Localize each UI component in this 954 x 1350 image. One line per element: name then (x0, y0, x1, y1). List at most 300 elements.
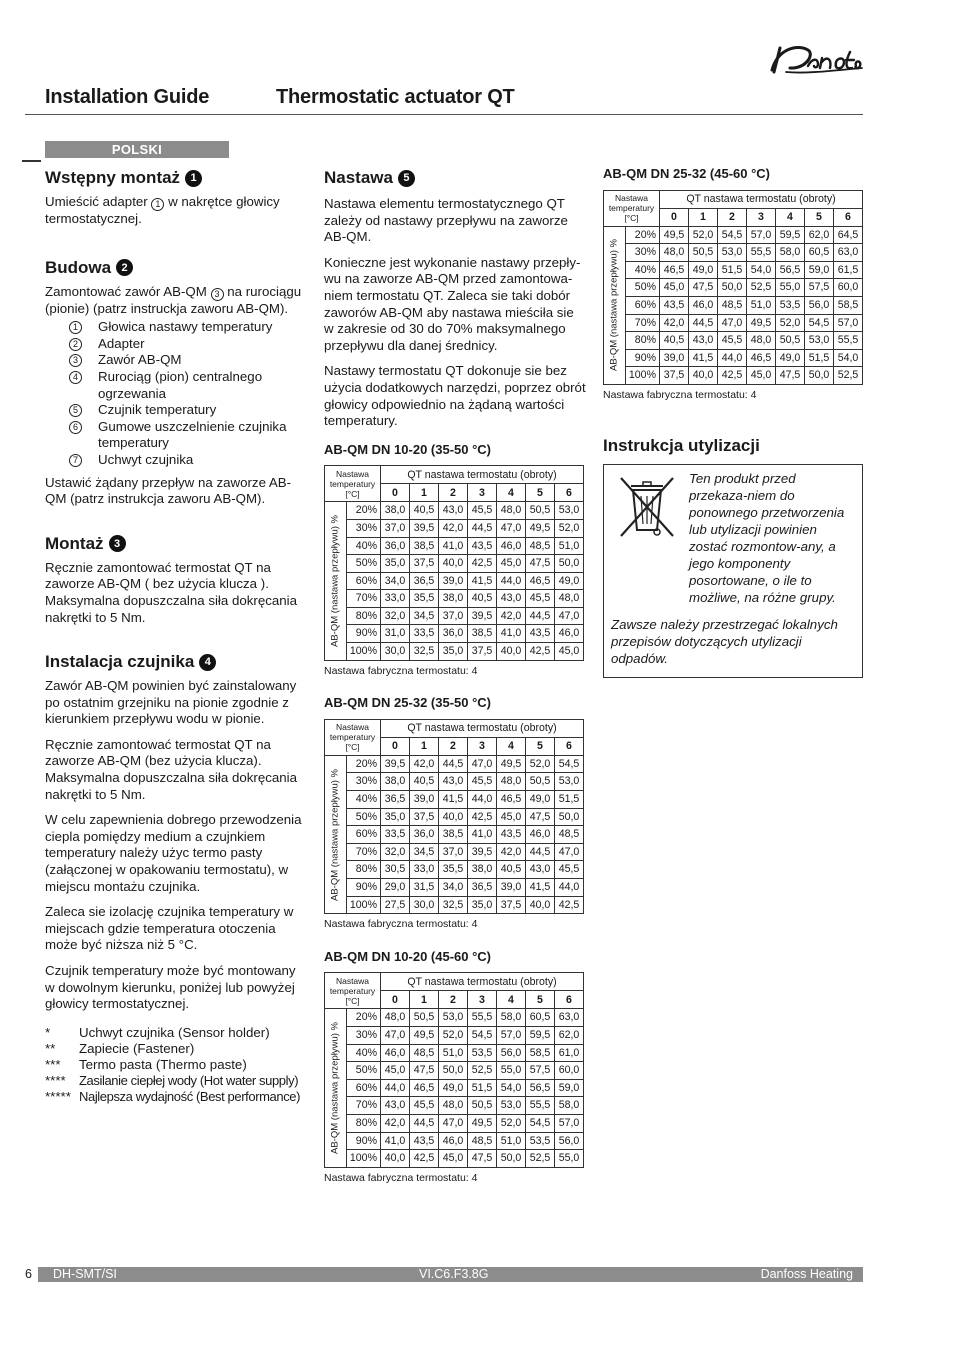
table-cell: 54,0 (747, 261, 776, 279)
section-title: Montaż 3 (45, 534, 307, 554)
table-column-header: 0 (660, 208, 689, 226)
table-cell: 46,5 (497, 791, 526, 809)
table-cell: 42,5 (468, 555, 497, 573)
table-cell: 36,5 (468, 879, 497, 897)
table-cell: 52,5 (834, 367, 863, 385)
table-cell: 50,0 (805, 367, 834, 385)
table-side-label: AB-QM (nastawa przepływu) % (329, 1022, 341, 1155)
table-cell: 53,0 (805, 332, 834, 350)
footnote-mark: **** (45, 1072, 66, 1088)
table-column-header: 4 (497, 484, 526, 502)
table-column-header: 1 (689, 208, 718, 226)
table-row-header: 50% (347, 808, 381, 826)
table-column-header: 4 (497, 991, 526, 1009)
table-cell: 42,5 (468, 808, 497, 826)
table-cell: 36,5 (381, 791, 410, 809)
table-cell: 38,0 (381, 502, 410, 520)
table-column-group-header: QT nastawa termostatu (obroty) (660, 190, 863, 208)
table-cell: 46,5 (410, 1079, 439, 1097)
table-row-header: 20% (347, 502, 381, 520)
section-text: Ustawić żądany przepływ na zaworze AB-QM (patrz instrukcja zaworu AB-QM). (45, 474, 292, 507)
table-row-header: 70% (347, 1097, 381, 1115)
table-cell: 45,0 (381, 1062, 410, 1080)
table-row (325, 1132, 584, 1150)
disposal-text-secondary: Zawsze należy przestrzegać lokalnych przepisów dotyczących utylizacji odpadów. (611, 616, 838, 666)
table-cell: 53,0 (497, 1097, 526, 1115)
table-column-header: 4 (497, 737, 526, 755)
table-row (325, 843, 584, 861)
table-cell: 59,5 (776, 226, 805, 244)
table-cell: 46,0 (381, 1044, 410, 1062)
table-cell: 48,0 (381, 1009, 410, 1027)
table-cell: 50,5 (776, 332, 805, 350)
table-cell: 53,0 (718, 244, 747, 262)
table-row-header: 90% (347, 1132, 381, 1150)
table-cell: 41,5 (526, 879, 555, 897)
table-cell: 31,5 (410, 879, 439, 897)
part-label: Uchwyt czujnika (98, 451, 194, 467)
table-row-header: 40% (626, 261, 660, 279)
table-cell: 48,0 (439, 1097, 468, 1115)
table-cell: 46,0 (689, 296, 718, 314)
table-row-header: 90% (347, 879, 381, 897)
table-cell: 42,0 (439, 519, 468, 537)
step-badge: 1 (185, 170, 202, 187)
table-cell: 41,0 (381, 1132, 410, 1150)
table-cell: 33,5 (410, 625, 439, 643)
table-cell: 52,5 (526, 1150, 555, 1168)
table-row (604, 367, 863, 385)
parts-list-item (45, 402, 307, 419)
setting-table-wrapper (603, 190, 863, 385)
table-row-header: 80% (347, 1114, 381, 1132)
table-cell: 44,0 (718, 349, 747, 367)
table-cell: 47,5 (526, 808, 555, 826)
table-cell: 51,5 (718, 261, 747, 279)
part-number-circle: 5 (69, 404, 82, 417)
table-cell: 52,0 (555, 519, 584, 537)
table-row (604, 226, 863, 244)
table-column-header: 3 (747, 208, 776, 226)
table-cell: 41,5 (468, 572, 497, 590)
table-cell: 39,0 (410, 791, 439, 809)
table-cell: 47,0 (468, 755, 497, 773)
column-left (45, 168, 307, 1105)
table-cell: 43,0 (381, 1097, 410, 1115)
part-label: Zawór AB-QM (98, 352, 182, 368)
table-row (325, 896, 584, 914)
table-cell: 52,0 (526, 755, 555, 773)
table-cell: 41,0 (468, 826, 497, 844)
table-cell: 40,0 (497, 643, 526, 661)
table-row (325, 861, 584, 879)
section-title: Instrukcja utylizacji (603, 435, 760, 455)
table-cell: 51,0 (497, 1132, 526, 1150)
disposal-text: Ten produkt przed przekaza-niem do ponownego przetworzenia lub utylizacji powinien zostać rozmontow-any, a jego komponenty posortowane, o ile to możliwe, na różne grupy. (689, 470, 845, 605)
table-cell: 50,5 (689, 244, 718, 262)
table-cell: 54,5 (805, 314, 834, 332)
page-number: 6 (25, 1267, 38, 1282)
table-cell: 46,0 (526, 826, 555, 844)
danfoss-logo (768, 40, 866, 76)
table-cell: 58,0 (776, 244, 805, 262)
table-corner-label: Nastawa temperatury [°C] (325, 973, 381, 1009)
page-footer (25, 1267, 863, 1282)
table-cell: 53,0 (555, 773, 584, 791)
section-mounting (45, 534, 307, 626)
table-cell: 34,0 (439, 879, 468, 897)
table-cell: 48,5 (555, 826, 584, 844)
table-row-header: 100% (347, 1150, 381, 1168)
table-cell: 48,5 (526, 537, 555, 555)
table-cell: 50,5 (468, 1097, 497, 1115)
table-cell: 58,0 (555, 1097, 584, 1115)
document-id: DH-SMT/SI (53, 1267, 117, 1281)
table-row-header: 50% (347, 1062, 381, 1080)
setting-table (324, 972, 584, 1167)
table-row-header: 20% (626, 226, 660, 244)
table-corner-label: Nastawa temperatury [°C] (604, 190, 660, 226)
table-cell: 42,5 (555, 896, 584, 914)
table-cell: 57,0 (747, 226, 776, 244)
table-row-group-header (325, 502, 347, 660)
table-cell: 41,5 (689, 349, 718, 367)
table-cell: 63,0 (555, 1009, 584, 1027)
table-cell: 62,0 (555, 1026, 584, 1044)
table-column-header: 5 (526, 484, 555, 502)
table-column-header: 2 (439, 991, 468, 1009)
table-cell: 50,0 (439, 1062, 468, 1080)
table-row (604, 279, 863, 297)
table-row-group-header (604, 226, 626, 384)
table-cell: 60,5 (805, 244, 834, 262)
table-cell: 39,5 (468, 843, 497, 861)
table-cell: 33,0 (381, 590, 410, 608)
setting-table (324, 719, 584, 914)
table-cell: 58,5 (526, 1044, 555, 1062)
table-cell: 36,5 (410, 572, 439, 590)
table-cell: 48,5 (718, 296, 747, 314)
table-cell: 44,0 (468, 791, 497, 809)
table-row (325, 773, 584, 791)
column-middle (324, 168, 586, 1186)
table-cell: 47,5 (776, 367, 805, 385)
table-column-header: 1 (410, 484, 439, 502)
part-number-circle: 4 (69, 371, 82, 384)
table-cell: 39,0 (439, 572, 468, 590)
footnote (45, 1089, 307, 1105)
table-cell: 45,0 (555, 643, 584, 661)
table-cell: 45,5 (468, 773, 497, 791)
footnote (45, 1041, 307, 1057)
table-side-label: AB-QM (nastawa przepływu) % (329, 514, 341, 647)
table-row (325, 1097, 584, 1115)
table-cell: 60,0 (834, 279, 863, 297)
section-text: Nastawa elementu termostatycznego QT zależy od nastawy przepływu na zaworze AB-QM. (324, 196, 568, 245)
part-number-circle: 6 (69, 421, 82, 434)
table-cell: 48,0 (497, 502, 526, 520)
table-cell: 58,0 (497, 1009, 526, 1027)
table-row-header: 70% (626, 314, 660, 332)
table-column-header: 0 (381, 991, 410, 1009)
table-cell: 47,0 (439, 1114, 468, 1132)
table-cell: 50,5 (526, 773, 555, 791)
table-row-header: 60% (626, 296, 660, 314)
table-cell: 37,5 (468, 643, 497, 661)
table-cell: 54,0 (834, 349, 863, 367)
footnote-mark: ***** (45, 1088, 71, 1104)
table-row (325, 1009, 584, 1027)
footnote-text: Uchwyt czujnika (Sensor holder) (79, 1024, 270, 1040)
step-badge: 5 (398, 170, 415, 187)
table-cell: 45,0 (660, 279, 689, 297)
table-cell: 54,0 (497, 1079, 526, 1097)
header-title: Installation Guide (45, 86, 210, 108)
footnote (45, 1073, 307, 1089)
table-cell: 42,0 (497, 843, 526, 861)
table-row-header: 80% (347, 861, 381, 879)
table-cell: 56,5 (776, 261, 805, 279)
table-row (325, 808, 584, 826)
table-cell: 35,0 (439, 643, 468, 661)
table-title: AB-QM DN 25-32 (35-50 °C) (324, 695, 492, 711)
table-column-header: 5 (526, 991, 555, 1009)
table-cell: 44,5 (526, 607, 555, 625)
table-cell: 38,5 (439, 826, 468, 844)
table-cell: 55,0 (497, 1062, 526, 1080)
table-cell: 43,0 (439, 773, 468, 791)
table-cell: 45,0 (747, 367, 776, 385)
table-cell: 56,5 (526, 1079, 555, 1097)
table-cell: 31,0 (381, 625, 410, 643)
section-text: Nastawy termostatu QT dokonuje sie bez użycia dodatkowych narzędzi, poprzez obrót głowicy odpowiednio na żądaną wartości temperatury. (324, 363, 586, 429)
table-cell: 42,5 (718, 367, 747, 385)
table-cell: 51,5 (805, 349, 834, 367)
table-cell: 32,0 (381, 843, 410, 861)
table-cell: 38,0 (439, 590, 468, 608)
footnote-mark: ** (45, 1040, 56, 1056)
table-row-group-header (325, 755, 347, 913)
table-cell: 52,0 (439, 1026, 468, 1044)
table-cell: 54,5 (526, 1114, 555, 1132)
table-cell: 43,5 (497, 826, 526, 844)
table-cell: 36,0 (439, 625, 468, 643)
setting-table (603, 190, 863, 385)
step-badge: 2 (116, 259, 133, 276)
table-cell: 42,5 (526, 643, 555, 661)
table-side-label: AB-QM (nastawa przepływu) % (329, 768, 341, 901)
table-row-header: 60% (347, 1079, 381, 1097)
table-cell: 56,0 (497, 1044, 526, 1062)
part-label: Adapter (98, 335, 145, 351)
table-row (325, 590, 584, 608)
table-cell: 44,5 (689, 314, 718, 332)
table-cell: 41,5 (439, 791, 468, 809)
table-cell: 29,0 (381, 879, 410, 897)
section-text: Zamontować zawór AB-QM 3 na rurociągu (pionie) (patrz instruckja zaworu AB-QM). (45, 283, 302, 316)
table-cell: 38,0 (468, 861, 497, 879)
table-column-header: 3 (468, 991, 497, 1009)
table-row-header: 80% (347, 607, 381, 625)
table-title: AB-QM DN 25-32 (45-60 °C) (603, 166, 771, 181)
table-cell: 32,5 (439, 896, 468, 914)
table-cell: 47,5 (468, 1150, 497, 1168)
table-row-header: 30% (347, 1026, 381, 1044)
table-cell: 54,5 (468, 1026, 497, 1044)
table-cell: 50,0 (497, 1150, 526, 1168)
table-row (325, 572, 584, 590)
table-cell: 35,0 (381, 555, 410, 573)
table-column-group-header: QT nastawa termostatu (obroty) (381, 719, 584, 737)
table-column-header: 6 (555, 991, 584, 1009)
side-marker (22, 160, 41, 162)
header-subtitle: Thermostatic actuator QT (276, 86, 515, 108)
section-setting (324, 168, 586, 430)
table-cell: 42,0 (660, 314, 689, 332)
table-row-header: 30% (626, 244, 660, 262)
table-cell: 34,5 (410, 843, 439, 861)
table-row-header: 60% (347, 572, 381, 590)
table-row (325, 537, 584, 555)
parts-list (45, 319, 307, 468)
table-cell: 47,0 (555, 843, 584, 861)
table-cell: 39,5 (410, 519, 439, 537)
table-cell: 57,0 (497, 1026, 526, 1044)
table-cell: 40,0 (439, 808, 468, 826)
table-cell: 40,0 (439, 555, 468, 573)
table-cell: 49,0 (776, 349, 805, 367)
table-cell: 46,0 (497, 537, 526, 555)
setting-tables (603, 166, 865, 404)
footnote-text: Zasilanie ciepłej wody (Hot water supply) (79, 1072, 299, 1088)
table-row-header: 30% (347, 519, 381, 537)
table-cell: 50,0 (555, 555, 584, 573)
part-number-circle: 7 (69, 454, 82, 467)
table-cell: 52,0 (689, 226, 718, 244)
section-title: Budowa 2 (45, 258, 307, 278)
table-cell: 39,0 (660, 349, 689, 367)
table-cell: 52,5 (468, 1062, 497, 1080)
table-cell: 43,5 (526, 625, 555, 643)
table-cell: 44,5 (439, 755, 468, 773)
table-cell: 35,5 (410, 590, 439, 608)
table-cell: 42,0 (381, 1114, 410, 1132)
table-cell: 48,5 (410, 1044, 439, 1062)
table-row (325, 1062, 584, 1080)
table-cell: 46,0 (439, 1132, 468, 1150)
table-cell: 60,5 (526, 1009, 555, 1027)
table-cell: 59,5 (526, 1026, 555, 1044)
table-corner-label: Nastawa temperatury [°C] (325, 719, 381, 755)
table-header-row (604, 190, 863, 208)
table-cell: 47,0 (555, 607, 584, 625)
table-row (604, 261, 863, 279)
table-cell: 53,0 (555, 502, 584, 520)
table-cell: 35,0 (381, 808, 410, 826)
table-cell: 47,5 (410, 1062, 439, 1080)
table-row (604, 332, 863, 350)
part-number-circle: 1 (69, 321, 82, 334)
table-column-header: 6 (555, 484, 584, 502)
table-cell: 57,0 (555, 1114, 584, 1132)
table-cell: 44,5 (468, 519, 497, 537)
table-row (325, 1114, 584, 1132)
table-cell: 53,0 (439, 1009, 468, 1027)
table-cell: 55,5 (526, 1097, 555, 1115)
table-cell: 38,5 (410, 537, 439, 555)
table-row (325, 879, 584, 897)
part-label: Głowica nastawy temperatury (98, 319, 273, 335)
table-column-header: 5 (805, 208, 834, 226)
table-column-header: 3 (468, 737, 497, 755)
table-cell: 42,0 (410, 755, 439, 773)
table-row (325, 1026, 584, 1044)
table-cell: 47,0 (381, 1026, 410, 1044)
table-cell: 40,0 (381, 1150, 410, 1168)
table-cell: 53,5 (776, 296, 805, 314)
table-cell: 48,0 (660, 244, 689, 262)
header-divider (25, 114, 863, 115)
part-label: Gumowe uszczelnienie czujnika temperatury (98, 418, 287, 451)
table-header-row (325, 466, 584, 484)
table-column-header: 6 (555, 737, 584, 755)
table-cell: 54,5 (555, 755, 584, 773)
section-sensor-installation (45, 652, 307, 1013)
table-note: Nastawa fabryczna termostatu: 4 (324, 918, 478, 931)
table-note: Nastawa fabryczna termostatu: 4 (603, 388, 757, 401)
table-cell: 54,5 (718, 226, 747, 244)
table-cell: 35,0 (468, 896, 497, 914)
part-label: Rurociąg (pion) centralnego ogrzewania (98, 368, 263, 401)
footnote (45, 1025, 307, 1041)
section-text: Konieczne jest wykonanie nastawy przepły-wu na zaworze AB-QM przed zamontowa-niem termostatu QT. Zaleca sie taki dobór zaworów AB-QM aby nastawa mieściła sie w zakresie od 30 do 70% maksymalnego przepływu dla danej średnicy. (324, 254, 581, 353)
table-cell: 30,5 (381, 861, 410, 879)
table-cell: 45,0 (439, 1150, 468, 1168)
table-column-header: 6 (834, 208, 863, 226)
table-cell: 49,5 (747, 314, 776, 332)
table-cell: 51,5 (468, 1079, 497, 1097)
table-cell: 43,5 (660, 296, 689, 314)
section-pre-assembly (45, 168, 307, 228)
table-row-header: 100% (626, 367, 660, 385)
footnote-text: Najlepsza wydajność (Best performance) (79, 1088, 301, 1104)
table-cell: 49,5 (468, 1114, 497, 1132)
table-cell: 49,0 (689, 261, 718, 279)
table-cell: 56,0 (555, 1132, 584, 1150)
table-cell: 51,0 (747, 296, 776, 314)
brand-name: Danfoss Heating (760, 1267, 853, 1281)
table-cell: 46,5 (747, 349, 776, 367)
table-row-header: 40% (347, 537, 381, 555)
table-header-row (325, 719, 584, 737)
table-cell: 44,0 (497, 572, 526, 590)
table-cell: 46,5 (660, 261, 689, 279)
footnotes (45, 1025, 307, 1105)
table-cell: 57,5 (526, 1062, 555, 1080)
table-column-header: 4 (776, 208, 805, 226)
table-cell: 55,0 (776, 279, 805, 297)
table-column-header: 1 (410, 737, 439, 755)
table-cell: 50,0 (555, 808, 584, 826)
table-cell: 37,5 (660, 367, 689, 385)
part-number-circle: 3 (211, 288, 224, 301)
table-row (325, 643, 584, 661)
table-cell: 55,5 (747, 244, 776, 262)
table-cell: 57,5 (805, 279, 834, 297)
table-cell: 44,0 (381, 1079, 410, 1097)
table-cell: 43,0 (439, 502, 468, 520)
table-row (325, 826, 584, 844)
